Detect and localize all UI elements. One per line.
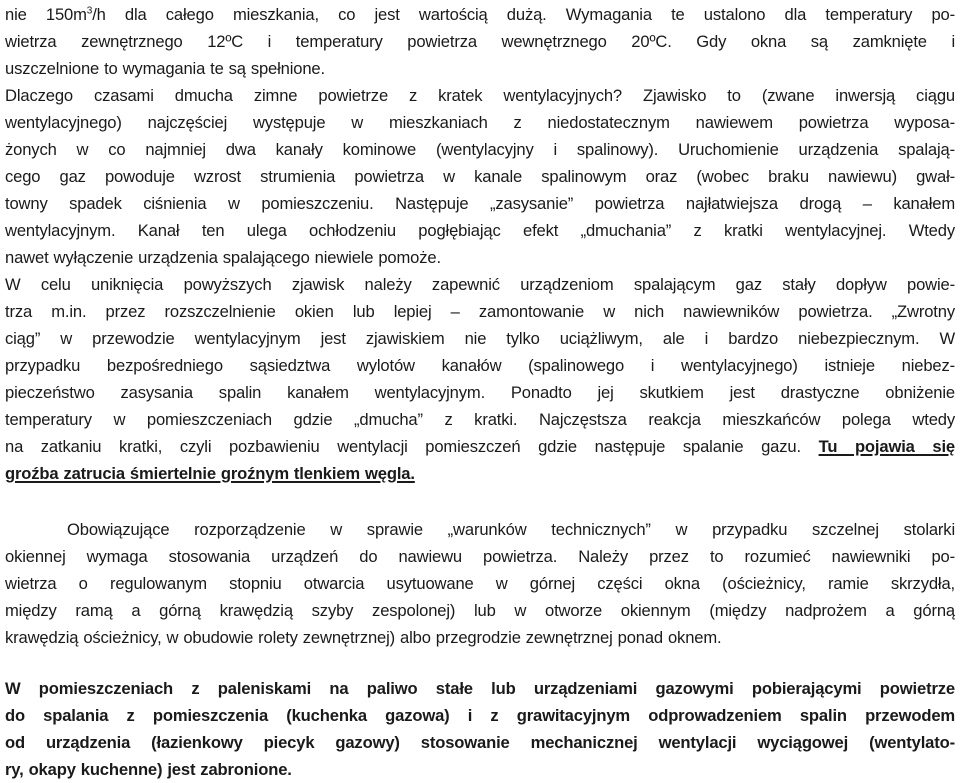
- p1-line-8: towny spadek ciśnienia w pomieszczeniu. Następuje „zasysanie” powietrza najłatwiejsza drogą – kanałem: [5, 194, 955, 213]
- p1-line-16: temperatury w pomieszczeniach gdzie „dmucha” z kratki. Najczęstsza reakcja mieszkańców polega wtedy: [5, 410, 955, 429]
- p1-line-5: wentylacyjnego) najczęściej występuje w mieszkaniach z niedostatecznym nawiewem powietrza wyposa-: [5, 113, 955, 132]
- p3-line-2: do spalania z pomieszczenia (kuchenka gazowa) i z grawitacyjnym odprowadzeniem spalin przewodem: [5, 706, 955, 725]
- p1-line-6: żonych w co najmniej dwa kanały kominowe (wentylacyjny i spalinowy). Uruchomienie urządzenia spalają-: [5, 140, 955, 159]
- p2-line-4: między ramą a górną krawędzią szyby zespolonej) lub w otworze okiennym (między nadprożem a górną: [5, 601, 955, 620]
- p1-line-12: trza m.in. przez rozszczelnienie okien lub lepiej – zamontowanie w nich nawiewników powietrza. „Zwrotny: [5, 302, 955, 321]
- p1-line-17: [5, 434, 955, 460]
- p1-l1-text-b: /h dla całego mieszkania, co jest wartością dużą. Wymagania te ustalono dla temperatury po-: [92, 5, 955, 24]
- p1-line-7: cego gaz powoduje wzrost strumienia powietrza w kanale spalinowym oraz (wobec braku nawiewu) gwał-: [5, 167, 955, 186]
- p3-line-1: W pomieszczeniach z paleniskami na paliwo stałe lub urządzeniami gazowymi pobierającymi powietrze: [5, 679, 955, 698]
- p1-line-4: [5, 83, 955, 109]
- p2-line-1: Obowiązujące rozporządzenie w sprawie „warunków technicznych” w przypadku szczelnej stolarki: [67, 520, 955, 539]
- p1-line-11: W celu uniknięcia powyższych zjawisk należy zapewnić urządzeniom spalającym gaz stały dopływ powie-: [5, 275, 955, 294]
- p1-line-18: [5, 461, 955, 487]
- p1-line-10: nawet wyłączenie urządzenia spalającego niewiele pomoże.: [5, 248, 441, 267]
- p3-line-3: od urządzenia (łazienkowy piecyk gazowy) stosowanie mechanicznej wentylacji wyciągowej (wentylato-: [5, 733, 955, 752]
- p2-line-5: krawędzią ościeżnicy, w obudowie rolety zewnętrznej) albo przegrodzie zewnętrznej ponad oknem.: [5, 628, 722, 647]
- p1-line-9: wentylacyjnym. Kanał ten ulega ochłodzeniu pogłębiając efekt „dmuchania” z kratki wentylacyjnej. Wtedy: [5, 221, 955, 240]
- p2-line-3: wietrza o regulowanym stopniu otwarcia usytuowane w górnej części okna (ościeżnicy, ramie skrzydła,: [5, 574, 955, 593]
- p1-l4-text: Zjawisko to (zwane inwersją ciągu: [622, 86, 955, 105]
- p1-line-13: ciąg” w przewodzie wentylacyjnym jest zjawiskiem nie tylko uciążliwym, ale i bardzo niebezpiecznym. W: [5, 329, 955, 348]
- p3-line-4: ry, okapy kuchenne) jest zabronione.: [5, 760, 292, 779]
- question-heading: Dlaczego czasami dmucha zimne powietrze z kratek wentylacyjnych?: [5, 86, 622, 105]
- warning-emphasis-start: Tu pojawia się: [818, 437, 955, 456]
- p2-line-2: okiennej wymaga stosowania urządzeń do nawiewu powietrza. Należy przez to rozumieć nawiewniki po-: [5, 547, 955, 566]
- p1-l17-text: na zatkaniu kratki, czyli pozbawieniu wentylacji pomieszczeń gdzie następuje spalanie gazu.: [5, 437, 819, 456]
- p1-line-1: [5, 2, 955, 28]
- p1-l1-superscript: 3: [86, 5, 93, 17]
- p1-line-3: uszczelnione to wymagania te są spełnione.: [5, 59, 325, 78]
- p1-line-15: pieczeństwo zasysania spalin kanałem wentylacyjnym. Ponadto jej skutkiem jest drastyczne obniżenie: [5, 383, 955, 402]
- p1-line-14: przypadku bezpośredniego sąsiedztwa wylotów kanałów (spalinowego i wentylacyjnego) istnieje niebez-: [5, 356, 955, 375]
- p1-line-2: wietrza zewnętrznego 12ºC i temperatury powietrza wewnętrznego 20ºC. Gdy okna są zamknięte i: [5, 32, 955, 51]
- warning-emphasis-end: groźba zatrucia śmiertelnie groźnym tlenkiem węgla.: [5, 464, 415, 483]
- p1-l1-text-a: nie 150m: [5, 5, 87, 24]
